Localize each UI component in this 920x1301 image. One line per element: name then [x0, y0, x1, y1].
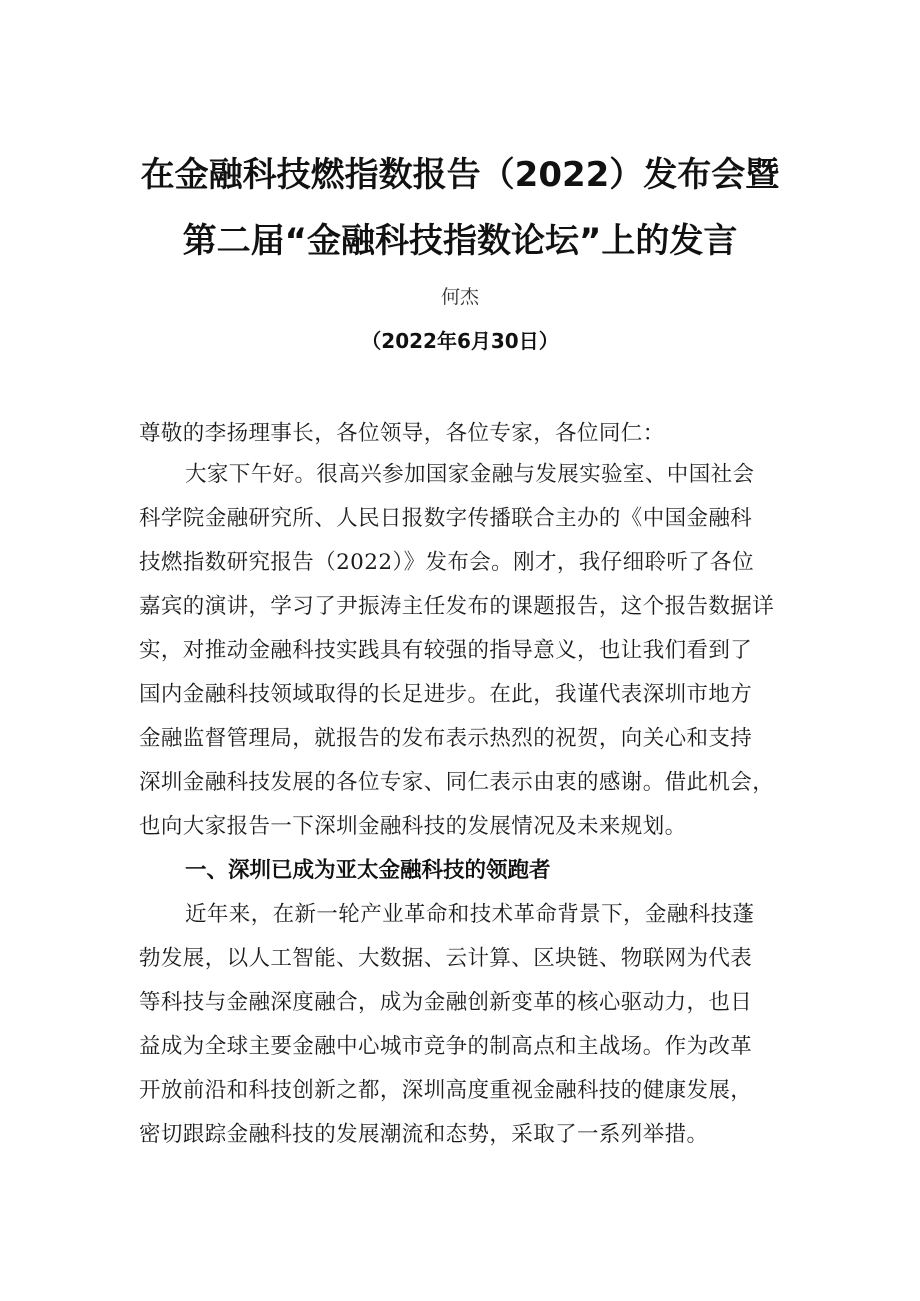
paragraph-1-line: 科学院金融研究所、人民日报数字传播联合主办的《中国金融科: [139, 506, 753, 531]
section-heading: 一、深圳已成为亚太金融科技的领跑者: [185, 858, 551, 883]
paragraph-1-line: 国内金融科技领域取得的长足进步。在此，我谨代表深圳市地方: [139, 682, 753, 707]
paragraph-2-line: 益成为全球主要金融中心城市竞争的制高点和主战场。作为改革: [139, 1034, 753, 1059]
paragraph-2-line: 近年来，在新一轮产业革命和技术革命背景下，金融科技蓬: [185, 902, 755, 927]
salutation: 尊敬的李扬理事长，各位领导，各位专家，各位同仁：: [139, 421, 665, 446]
paragraph-2-line: 勃发展，以人工智能、大数据、云计算、区块链、物联网为代表: [139, 946, 753, 971]
paragraph-1-line: 大家下午好。很高兴参加国家金融与发展实验室、中国社会: [185, 462, 755, 487]
paragraph-1-line: 实，对推动金融科技实践具有较强的指导意义，也让我们看到了: [139, 638, 753, 663]
speech-date: （2022年6月30日）: [361, 329, 559, 353]
paragraph-2-line: 密切跟踪金融科技的发展潮流和态势，采取了一系列举措。: [139, 1122, 709, 1147]
author: 何杰: [440, 286, 479, 308]
paragraph-1-line: 嘉宾的演讲，学习了尹振涛主任发布的课题报告，这个报告数据详: [139, 594, 775, 619]
paragraph-2-line: 等科技与金融深度融合，成为金融创新变革的核心驱动力，也日: [139, 990, 753, 1015]
paragraph-2-line: 开放前沿和科技创新之都，深圳高度重视金融科技的健康发展，: [139, 1078, 753, 1103]
paragraph-1-line: 技燃指数研究报告（2022）》发布会。刚才，我仔细聆听了各位: [139, 550, 754, 575]
title-line-1: 在金融科技燃指数报告（2022）发布会暨: [140, 155, 780, 195]
paragraph-1-line: 也向大家报告一下深圳金融科技的发展情况及未来规划。: [139, 814, 687, 839]
paragraph-1-line: 深圳金融科技发展的各位专家、同仁表示由衷的感谢。借此机会，: [139, 770, 775, 795]
title-line-2: 第二届“金融科技指数论坛”上的发言: [182, 221, 738, 261]
paragraph-1-line: 金融监督管理局，就报告的发布表示热烈的祝贺，向关心和支持: [139, 726, 753, 751]
